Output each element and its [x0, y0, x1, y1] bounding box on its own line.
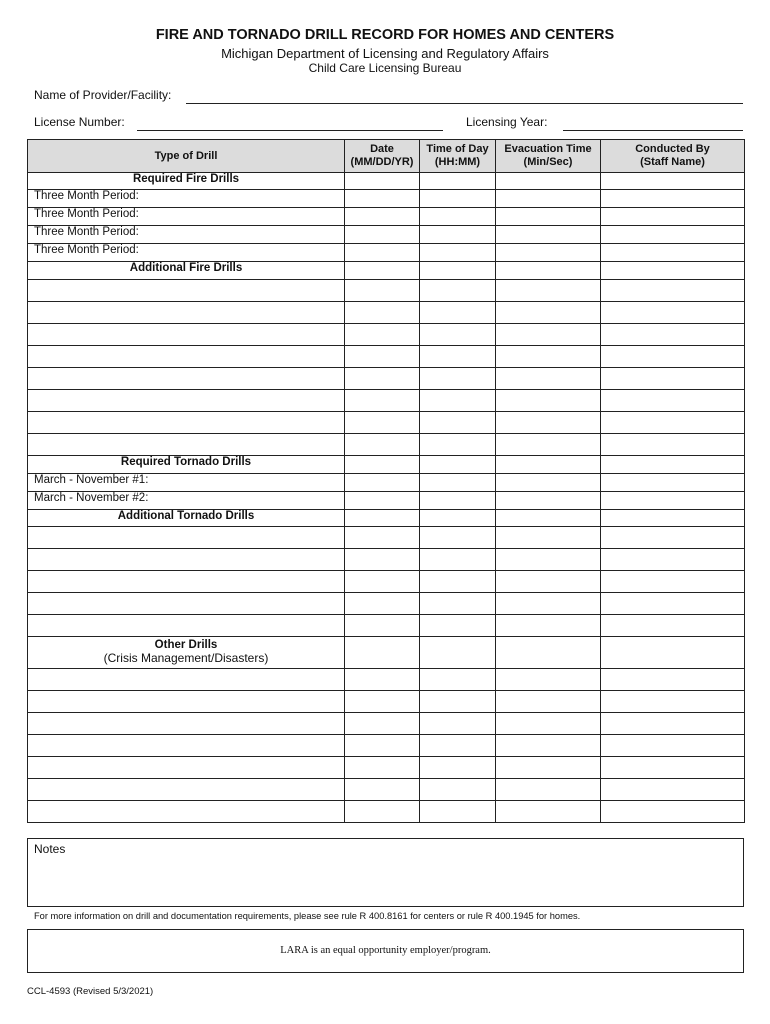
cell[interactable] [420, 208, 496, 226]
cell[interactable] [420, 637, 496, 669]
cell[interactable] [496, 208, 601, 226]
cell[interactable] [28, 779, 345, 801]
cell[interactable] [420, 713, 496, 735]
cell[interactable] [345, 190, 420, 208]
cell[interactable] [496, 549, 601, 571]
table-row [28, 615, 745, 637]
table-row [28, 691, 745, 713]
license-number-field[interactable] [137, 130, 443, 131]
cell[interactable] [345, 346, 420, 368]
provider-label: Name of Provider/Facility: [34, 88, 172, 102]
cell[interactable] [496, 801, 601, 823]
section-label: Additional Tornado Drills [28, 510, 345, 527]
cell[interactable] [496, 779, 601, 801]
cell[interactable] [601, 262, 745, 280]
cell[interactable] [496, 637, 601, 669]
cell[interactable] [496, 368, 601, 390]
cell[interactable] [345, 735, 420, 757]
table-row [28, 527, 745, 549]
cell[interactable] [496, 280, 601, 302]
cell[interactable] [28, 324, 345, 346]
cell[interactable] [420, 390, 496, 412]
cell[interactable] [420, 492, 496, 510]
cell[interactable] [28, 593, 345, 615]
cell[interactable] [601, 173, 745, 190]
cell[interactable] [601, 302, 745, 324]
table-row [28, 735, 745, 757]
cell[interactable] [601, 190, 745, 208]
cell[interactable] [345, 757, 420, 779]
cell[interactable] [496, 474, 601, 492]
cell[interactable] [601, 801, 745, 823]
table-row [28, 779, 745, 801]
row-label: Three Month Period: [28, 244, 345, 262]
cell[interactable] [601, 593, 745, 615]
cell[interactable] [601, 368, 745, 390]
cell[interactable] [28, 615, 345, 637]
cell[interactable] [601, 280, 745, 302]
cell[interactable] [601, 324, 745, 346]
cell[interactable] [420, 735, 496, 757]
cell[interactable] [496, 173, 601, 190]
cell[interactable] [601, 412, 745, 434]
cell[interactable] [420, 571, 496, 593]
cell[interactable] [601, 669, 745, 691]
cell[interactable] [345, 208, 420, 226]
equal-opportunity-text: LARA is an equal opportunity employer/program. [280, 945, 491, 956]
cell[interactable] [420, 510, 496, 527]
table-row [28, 474, 745, 492]
cell[interactable] [496, 302, 601, 324]
table-row [28, 492, 745, 510]
cell[interactable] [601, 637, 745, 669]
table-row [28, 412, 745, 434]
cell[interactable] [496, 390, 601, 412]
cell[interactable] [420, 302, 496, 324]
bureau-name: Child Care Licensing Bureau [308, 61, 462, 75]
table-row [28, 190, 745, 208]
cell[interactable] [601, 226, 745, 244]
cell[interactable] [345, 474, 420, 492]
drill-table [27, 139, 745, 823]
cell[interactable] [601, 549, 745, 571]
cell[interactable] [345, 615, 420, 637]
cell[interactable] [345, 412, 420, 434]
cell[interactable] [496, 456, 601, 474]
cell[interactable] [496, 527, 601, 549]
row-label: Three Month Period: [28, 190, 345, 208]
cell[interactable] [28, 434, 345, 456]
section-label: Additional Fire Drills [28, 262, 345, 280]
table-header-row [28, 140, 745, 173]
form-title: FIRE AND TORNADO DRILL RECORD FOR HOMES AND CENTERS [155, 27, 615, 43]
cell[interactable] [345, 368, 420, 390]
cell[interactable] [345, 434, 420, 456]
cell[interactable] [345, 779, 420, 801]
row-label: March - November #2: [28, 492, 345, 510]
cell[interactable] [496, 324, 601, 346]
section-additional-fire [28, 262, 745, 280]
cell[interactable] [601, 735, 745, 757]
cell[interactable] [345, 324, 420, 346]
cell[interactable] [420, 280, 496, 302]
cell[interactable] [420, 527, 496, 549]
cell[interactable] [601, 492, 745, 510]
row-label: Three Month Period: [28, 226, 345, 244]
cell[interactable] [345, 302, 420, 324]
table-row [28, 346, 745, 368]
cell[interactable] [420, 691, 496, 713]
section-required-fire [28, 173, 745, 190]
cell[interactable] [496, 346, 601, 368]
other-drills-title: Other Drills [154, 639, 218, 651]
table-row [28, 571, 745, 593]
cell[interactable] [28, 757, 345, 779]
cell[interactable] [496, 412, 601, 434]
cell[interactable] [28, 571, 345, 593]
cell[interactable] [28, 691, 345, 713]
cell[interactable] [345, 713, 420, 735]
cell[interactable] [420, 244, 496, 262]
cell[interactable] [601, 208, 745, 226]
cell[interactable] [420, 593, 496, 615]
cell[interactable] [420, 434, 496, 456]
cell[interactable] [345, 571, 420, 593]
table-row [28, 801, 745, 823]
cell[interactable] [420, 412, 496, 434]
section-additional-tornado [28, 510, 745, 527]
cell[interactable] [601, 527, 745, 549]
department-name: Michigan Department of Licensing and Regulatory Affairs [221, 46, 549, 61]
cell[interactable] [28, 713, 345, 735]
cell[interactable] [601, 456, 745, 474]
cell[interactable] [601, 757, 745, 779]
form-id: CCL-4593 (Revised 5/3/2021) [27, 986, 154, 997]
cell[interactable] [28, 280, 345, 302]
header-evacuation-time: Evacuation Time (Min/Sec) [496, 140, 601, 173]
cell[interactable] [601, 510, 745, 527]
cell[interactable] [496, 262, 601, 280]
cell[interactable] [496, 735, 601, 757]
cell[interactable] [420, 346, 496, 368]
info-text: For more information on drill and documentation requirements, please see rule R 400.8161 for centers or rule R 400.1945 for homes. [34, 911, 581, 921]
section-other-drills [28, 637, 745, 669]
cell[interactable] [420, 615, 496, 637]
equal-opportunity-box [27, 929, 744, 973]
cell[interactable] [496, 757, 601, 779]
cell[interactable] [496, 226, 601, 244]
section-label: Required Fire Drills [28, 173, 345, 190]
table-row [28, 368, 745, 390]
cell[interactable] [28, 801, 345, 823]
section-label: Required Tornado Drills [28, 456, 345, 474]
cell[interactable] [420, 474, 496, 492]
table-row [28, 208, 745, 226]
notes-box[interactable] [27, 838, 744, 907]
table-row [28, 390, 745, 412]
table-row [28, 593, 745, 615]
cell[interactable] [496, 713, 601, 735]
table-row [28, 757, 745, 779]
table-row [28, 713, 745, 735]
header-type-of-drill: Type of Drill [28, 140, 345, 173]
cell[interactable] [28, 549, 345, 571]
table-row [28, 669, 745, 691]
cell[interactable] [28, 302, 345, 324]
cell[interactable] [601, 434, 745, 456]
header-conducted-by: Conducted By (Staff Name) [601, 140, 745, 173]
cell[interactable] [345, 691, 420, 713]
cell[interactable] [345, 593, 420, 615]
cell[interactable] [420, 801, 496, 823]
cell[interactable] [496, 492, 601, 510]
header-time-of-day: Time of Day (HH:MM) [420, 140, 496, 173]
cell[interactable] [420, 262, 496, 280]
cell[interactable] [601, 390, 745, 412]
cell[interactable] [420, 779, 496, 801]
cell[interactable] [601, 571, 745, 593]
cell[interactable] [345, 244, 420, 262]
cell[interactable] [345, 492, 420, 510]
cell[interactable] [601, 779, 745, 801]
provider-field[interactable] [186, 103, 743, 104]
cell[interactable] [420, 173, 496, 190]
cell[interactable] [601, 713, 745, 735]
cell[interactable] [28, 368, 345, 390]
cell[interactable] [28, 735, 345, 757]
cell[interactable] [496, 244, 601, 262]
section-required-tornado [28, 456, 745, 474]
cell[interactable] [420, 757, 496, 779]
cell[interactable] [345, 280, 420, 302]
cell[interactable] [28, 527, 345, 549]
cell[interactable] [420, 669, 496, 691]
cell[interactable] [345, 262, 420, 280]
cell[interactable] [28, 669, 345, 691]
cell[interactable] [601, 615, 745, 637]
cell[interactable] [28, 412, 345, 434]
cell[interactable] [496, 434, 601, 456]
cell[interactable] [28, 390, 345, 412]
cell[interactable] [601, 244, 745, 262]
cell[interactable] [420, 324, 496, 346]
cell[interactable] [420, 368, 496, 390]
table-row [28, 434, 745, 456]
licensing-year-label: Licensing Year: [466, 115, 548, 129]
notes-label: Notes [34, 842, 66, 856]
license-number-label: License Number: [34, 115, 125, 129]
cell[interactable] [496, 593, 601, 615]
row-label: Three Month Period: [28, 208, 345, 226]
cell[interactable] [496, 510, 601, 527]
cell[interactable] [496, 615, 601, 637]
cell[interactable] [345, 637, 420, 669]
cell[interactable] [345, 456, 420, 474]
cell[interactable] [601, 691, 745, 713]
cell[interactable] [496, 571, 601, 593]
cell[interactable] [345, 390, 420, 412]
section-label [28, 637, 345, 669]
cell[interactable] [345, 669, 420, 691]
table-row [28, 280, 745, 302]
cell[interactable] [420, 190, 496, 208]
cell[interactable] [420, 549, 496, 571]
table-row [28, 244, 745, 262]
cell[interactable] [420, 226, 496, 244]
cell[interactable] [345, 173, 420, 190]
cell[interactable] [345, 510, 420, 527]
table-row [28, 302, 745, 324]
header-date: Date (MM/DD/YR) [345, 140, 420, 173]
table-row [28, 549, 745, 571]
other-drills-subtitle: (Crisis Management/Disasters) [103, 651, 269, 665]
table-row [28, 324, 745, 346]
table-row [28, 226, 745, 244]
cell[interactable] [496, 669, 601, 691]
cell[interactable] [496, 190, 601, 208]
row-label: March - November #1: [28, 474, 345, 492]
cell[interactable] [345, 226, 420, 244]
cell[interactable] [345, 527, 420, 549]
cell[interactable] [345, 801, 420, 823]
cell[interactable] [345, 549, 420, 571]
cell[interactable] [601, 474, 745, 492]
cell[interactable] [601, 346, 745, 368]
licensing-year-field[interactable] [563, 130, 743, 131]
cell[interactable] [496, 691, 601, 713]
cell[interactable] [28, 346, 345, 368]
cell[interactable] [420, 456, 496, 474]
